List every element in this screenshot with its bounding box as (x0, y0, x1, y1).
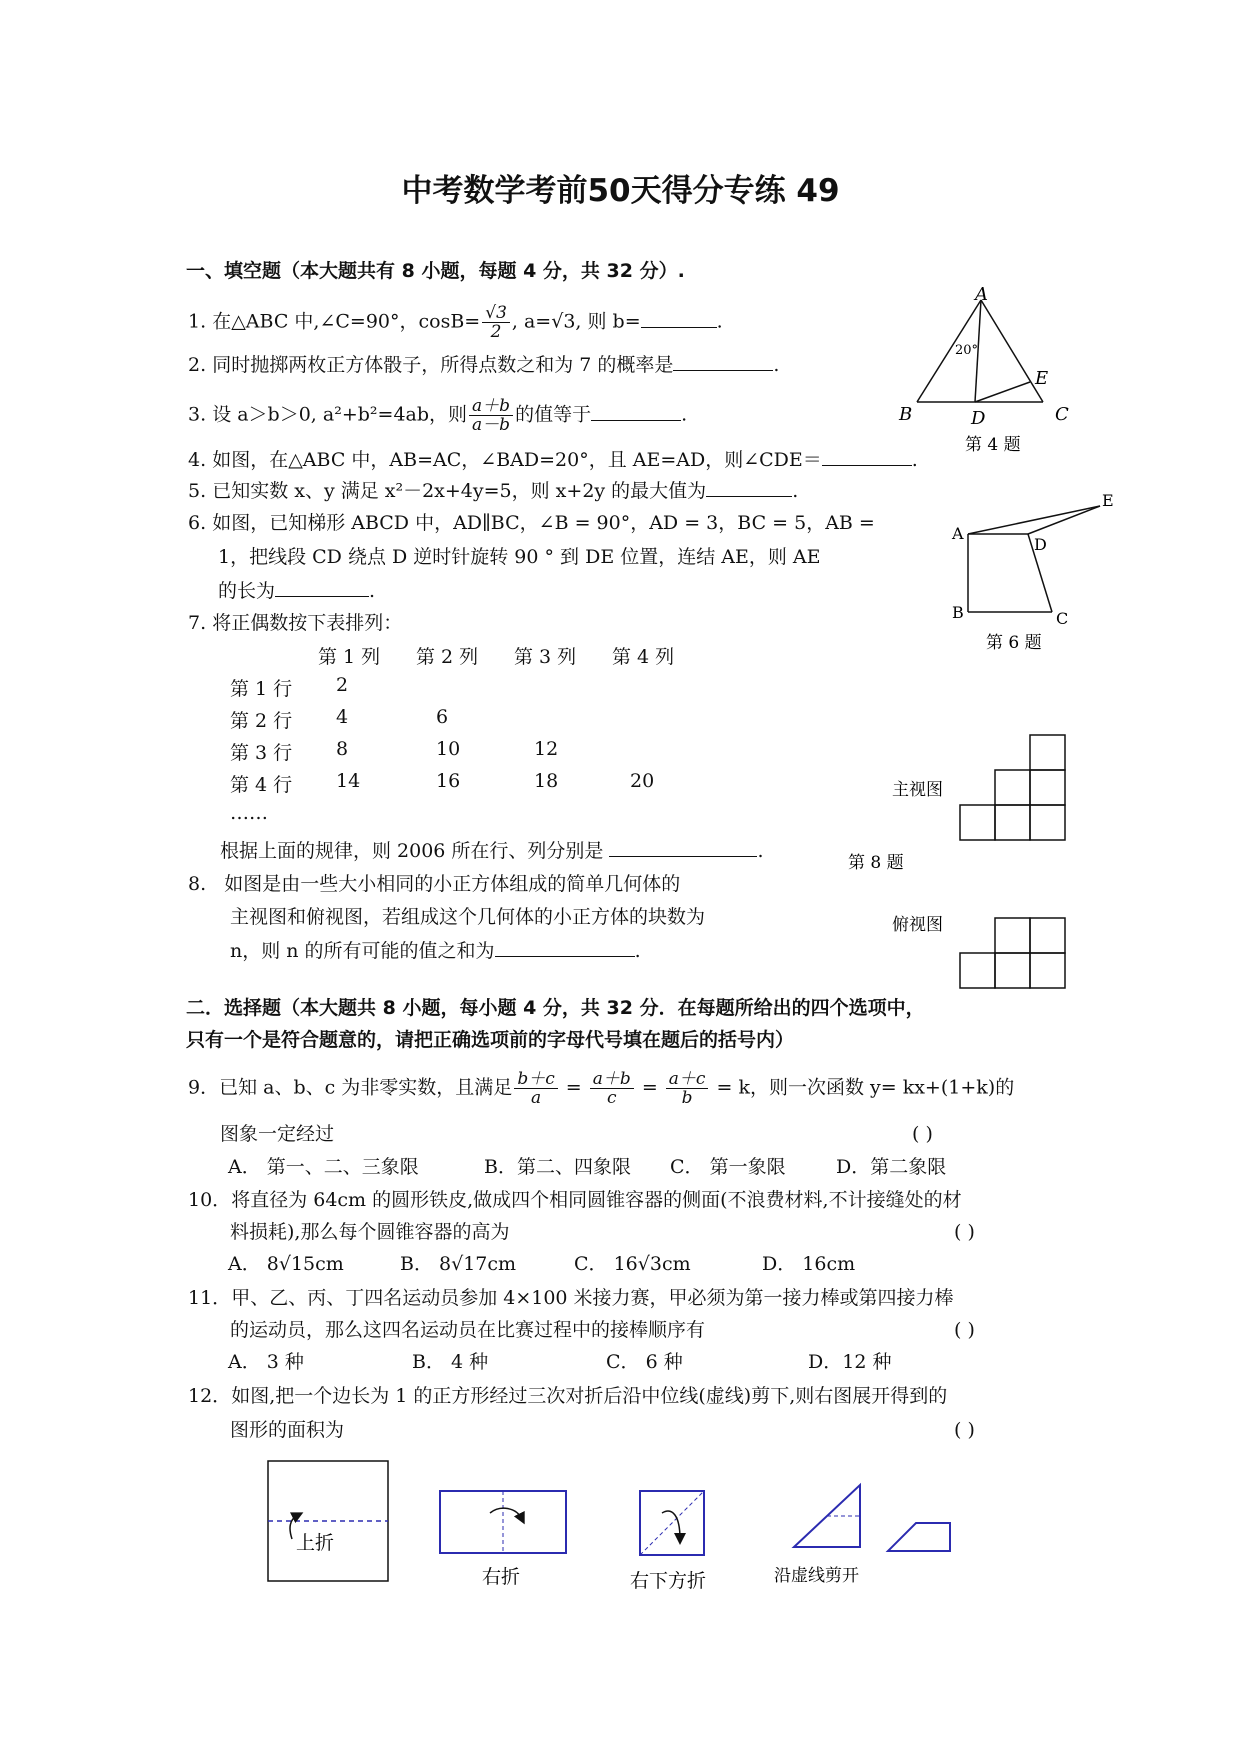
fig4-caption: 第 4 题 (965, 435, 1021, 455)
fig4-label-c: C (1055, 404, 1069, 425)
q9-equals: = (565, 1076, 582, 1099)
fig6-label-b: B (952, 603, 964, 622)
q9-option-c[interactable]: C． 第一象限 (670, 1156, 786, 1178)
q1-fraction (482, 304, 510, 341)
question-10 (188, 1188, 962, 1212)
q6-answer-blank[interactable] (275, 578, 369, 597)
q9-line2: 图象一定经过 (220, 1123, 335, 1145)
question-12 (188, 1384, 947, 1408)
q5-end: . (792, 480, 799, 502)
q4-text: 如图，在△ABC 中，AB=AC，∠BAD=20°，且 AE=AD，则∠CDE＝ (212, 449, 822, 471)
q3-frac-num: a＋b (469, 397, 513, 416)
fig4-angle-label: 20° (955, 343, 979, 358)
q7-cell: 4 (336, 706, 349, 728)
q8-number: 8. (188, 873, 207, 895)
question-7 (188, 611, 402, 635)
fold-step-4 (774, 1485, 860, 1586)
q7-cell: 14 (336, 770, 361, 792)
question-2 (188, 352, 779, 377)
q6-line3-text: 的长为 (218, 580, 276, 602)
question-4 (188, 447, 918, 472)
q7-text: 将正偶数按下表排列： (212, 612, 403, 634)
q7-row-label: 第 2 行 (230, 710, 293, 732)
q7-end: . (757, 840, 764, 862)
fig4-label-d: D (971, 408, 986, 429)
q7-cell: 16 (436, 770, 461, 792)
q3-end: . (681, 403, 688, 426)
section2-header-line2: 只有一个是符合题意的，请把正确选项前的字母代号填在题后的括号内） (186, 1029, 795, 1051)
q10-option-b[interactable]: B． 8√17cm (400, 1253, 517, 1275)
q9-text-a: 已知 a、b、c 为非零实数，且满足 (219, 1076, 513, 1099)
q10-line1: 将直径为 64cm 的圆形铁皮,做成四个相同圆锥容器的侧面(不浪费材料,不计接缝处的材 (231, 1189, 962, 1211)
fig8-caption: 第 8 题 (848, 853, 904, 873)
fig8-top-view (960, 918, 1065, 988)
q3-answer-blank[interactable] (591, 402, 681, 421)
q9-f3-den: b (681, 1088, 693, 1108)
fig4-segment-de (975, 382, 1030, 402)
question-5 (188, 478, 798, 503)
fig4-label-e: E (1035, 368, 1049, 389)
q10-option-d[interactable]: D． 16cm (762, 1253, 856, 1275)
q11-option-c[interactable]: C． 6 种 (606, 1351, 683, 1373)
q8-line3-text: n，则 n 的所有可能的值之和为 (230, 940, 495, 962)
question-6 (188, 511, 875, 535)
q2-text: 同时抛掷两枚正方体骰子，所得点数之和为 7 的概率是 (212, 354, 674, 376)
q6-end: . (369, 580, 376, 602)
q11-option-d[interactable]: D．12 种 (808, 1351, 892, 1373)
q7-cell: 18 (534, 770, 559, 792)
q3-fraction (469, 397, 513, 434)
q4-end: . (911, 449, 918, 471)
fig6-caption: 第 6 题 (986, 633, 1042, 653)
q1-number: 1. (188, 310, 207, 333)
q6-line2: 1，把线段 CD 绕点 D 逆时针旋转 90 ° 到 DE 位置，连结 AE，则 AE (218, 546, 821, 568)
q1-frac-den: 2 (490, 322, 502, 342)
q9-number: 9． (188, 1076, 220, 1099)
fold-step-1-label: 上折 (296, 1532, 335, 1554)
fig8-top-label: 俯视图 (892, 915, 943, 935)
section1-header: 一、填空题（本大题共有 8 小题，每题 4 分，共 32 分）. (186, 260, 685, 282)
q7-number: 7. (188, 612, 207, 634)
question-3 (188, 397, 687, 434)
q12-line1: 如图,把一个边长为 1 的正方形经过三次对折后沿中位线(虚线)剪下,则右图展开得到的 (231, 1385, 948, 1407)
q7-question (220, 838, 764, 863)
q9-text-b: ，则一次函数 y= kx+(1+k)的 (749, 1076, 1015, 1099)
fold-right-arrow-icon (490, 1508, 522, 1519)
q6-line1: 如图，已知梯形 ABCD 中，AD∥BC，∠B = 90°，AD = 3，BC = 5，AB = (212, 512, 875, 534)
q9-option-d[interactable]: D．第二象限 (836, 1156, 947, 1178)
q8-line3 (230, 938, 641, 963)
q7-row-label: 第 4 行 (230, 774, 293, 796)
question-1 (188, 304, 723, 341)
q7-row-label: 第 3 行 (230, 742, 293, 764)
q7-cell: 8 (336, 738, 349, 760)
figure-6-trapezoid (940, 490, 1120, 660)
q6-line3 (218, 578, 375, 603)
section2-header-line1: 二．选择题（本大题共 8 小题，每小题 4 分，共 32 分．在每题所给出的四个选项中， (186, 997, 925, 1019)
fig8-front-label: 主视图 (892, 780, 943, 800)
q8-answer-blank[interactable] (495, 938, 635, 957)
fig6-segment-de (1028, 506, 1100, 534)
q8-end: . (634, 940, 641, 962)
q12-answer-paren[interactable]: ( ) (954, 1419, 975, 1441)
q7-question-text: 根据上面的规律，则 2006 所在行、列分别是 (220, 840, 604, 862)
q9-f2-num: a＋b (590, 1070, 634, 1089)
q7-cell: 12 (534, 738, 559, 760)
fold-step-1 (268, 1461, 388, 1581)
q10-line2: 料损耗),那么每个圆锥容器的高为 (230, 1221, 510, 1243)
q1-frac-num: √3 (482, 304, 510, 323)
q9-option-a[interactable]: A． 第一、二、三象限 (228, 1156, 419, 1178)
q7-col-header: 第 1 列 (318, 646, 381, 668)
q11-option-a[interactable]: A． 3 种 (228, 1351, 304, 1373)
q7-cell: 10 (436, 738, 461, 760)
q12-line2: 图形的面积为 (230, 1419, 345, 1441)
q10-number: 10． (188, 1189, 232, 1211)
q9-answer-paren[interactable]: ( ) (912, 1123, 933, 1145)
fig6-segment-ae (968, 506, 1100, 534)
q11-line2: 的运动员，那么这四名运动员在比赛过程中的接棒顺序有 (230, 1319, 706, 1341)
q10-answer-paren[interactable]: ( ) (954, 1221, 975, 1243)
q2-answer-blank[interactable] (673, 352, 773, 371)
q9-fraction-3 (666, 1070, 709, 1107)
q1-answer-blank[interactable] (641, 309, 717, 328)
fig6-label-d: D (1034, 535, 1047, 554)
q9-k: = k (716, 1076, 750, 1099)
q11-number: 11． (188, 1287, 232, 1309)
q1-text-a: 在△ABC 中,∠C=90°，cosB= (212, 310, 481, 333)
q5-text: 已知实数 x、y 满足 x²－2x+4y=5，则 x+2y 的最大值为 (212, 480, 707, 502)
question-9 (188, 1070, 1014, 1107)
q5-answer-blank[interactable] (706, 478, 792, 497)
q7-ellipsis: …… (230, 802, 268, 824)
fig4-label-a: A (975, 284, 988, 305)
q12-folding-diagram (260, 1455, 1060, 1615)
q9-equals: = (641, 1076, 658, 1099)
fold-step-4-label: 沿虚线剪开 (774, 1566, 859, 1586)
q9-f1-den: a (530, 1088, 542, 1108)
q7-cell: 2 (336, 674, 349, 696)
q4-number: 4. (188, 449, 207, 471)
fold-step-3-label: 右下方折 (630, 1570, 707, 1592)
fold-down-right-arrow-icon (662, 1511, 680, 1539)
question-11 (188, 1286, 954, 1310)
q1-end: . (716, 310, 723, 333)
q1-text-b: , a=√3, 则 b= (511, 310, 641, 333)
q11-option-b[interactable]: B． 4 种 (412, 1351, 489, 1373)
question-8 (188, 872, 680, 896)
fold-step-3 (630, 1491, 706, 1592)
fig6-label-e: E (1102, 491, 1114, 510)
q12-number: 12． (188, 1385, 232, 1407)
cut-result-shape (888, 1523, 950, 1551)
q7-col-header: 第 4 列 (612, 646, 675, 668)
fig6-label-c: C (1056, 609, 1069, 628)
q7-cell: 20 (630, 770, 655, 792)
q10-option-c[interactable]: C． 16√3cm (574, 1253, 691, 1275)
page-title: 中考数学考前50天得分专练 49 (401, 173, 840, 209)
q3-frac-den: a－b (472, 415, 511, 435)
q6-number: 6. (188, 512, 207, 534)
q8-line1: 如图是由一些大小相同的小正方体组成的简单几何体的 (224, 873, 681, 895)
q9-f1-num: b＋c (514, 1070, 557, 1089)
q8-line2: 主视图和俯视图，若组成这个几何体的小正方体的块数为 (230, 906, 706, 928)
q2-number: 2. (188, 354, 207, 376)
q3-text-a: 设 a＞b＞0, a²+b²=4ab，则 (212, 403, 468, 426)
q2-end: . (773, 354, 780, 376)
q7-cell: 6 (436, 706, 449, 728)
figure-8-views (840, 730, 1080, 1000)
q9-fraction-2 (590, 1070, 634, 1107)
q3-text-b: 的值等于 (515, 403, 592, 426)
fig4-label-b: B (899, 404, 913, 425)
q9-f2-den: c (606, 1088, 617, 1108)
q7-row-label: 第 1 行 (230, 678, 293, 700)
q9-fraction-1 (514, 1070, 557, 1107)
q10-option-a[interactable]: A． 8√15cm (228, 1253, 344, 1275)
q7-col-header: 第 2 列 (416, 646, 479, 668)
q7-answer-blank[interactable] (609, 838, 757, 857)
fig8-front-view (960, 735, 1065, 840)
q3-number: 3. (188, 403, 207, 426)
fig4-segment-ac (981, 300, 1043, 402)
fold-step-2 (440, 1491, 566, 1588)
fig6-label-a: A (952, 524, 964, 543)
q9-option-b[interactable]: B．第二、四象限 (484, 1156, 631, 1178)
q7-col-header: 第 3 列 (514, 646, 577, 668)
figure-4-triangle (895, 284, 1095, 460)
q11-answer-paren[interactable]: ( ) (954, 1319, 975, 1341)
q5-number: 5. (188, 480, 207, 502)
fold-step-2-label: 右折 (482, 1566, 521, 1588)
q9-f3-num: a＋c (666, 1070, 709, 1089)
q11-line1: 甲、乙、丙、丁四名运动员参加 4×100 米接力赛，甲必须为第一接力棒或第四接力棒 (231, 1287, 954, 1309)
